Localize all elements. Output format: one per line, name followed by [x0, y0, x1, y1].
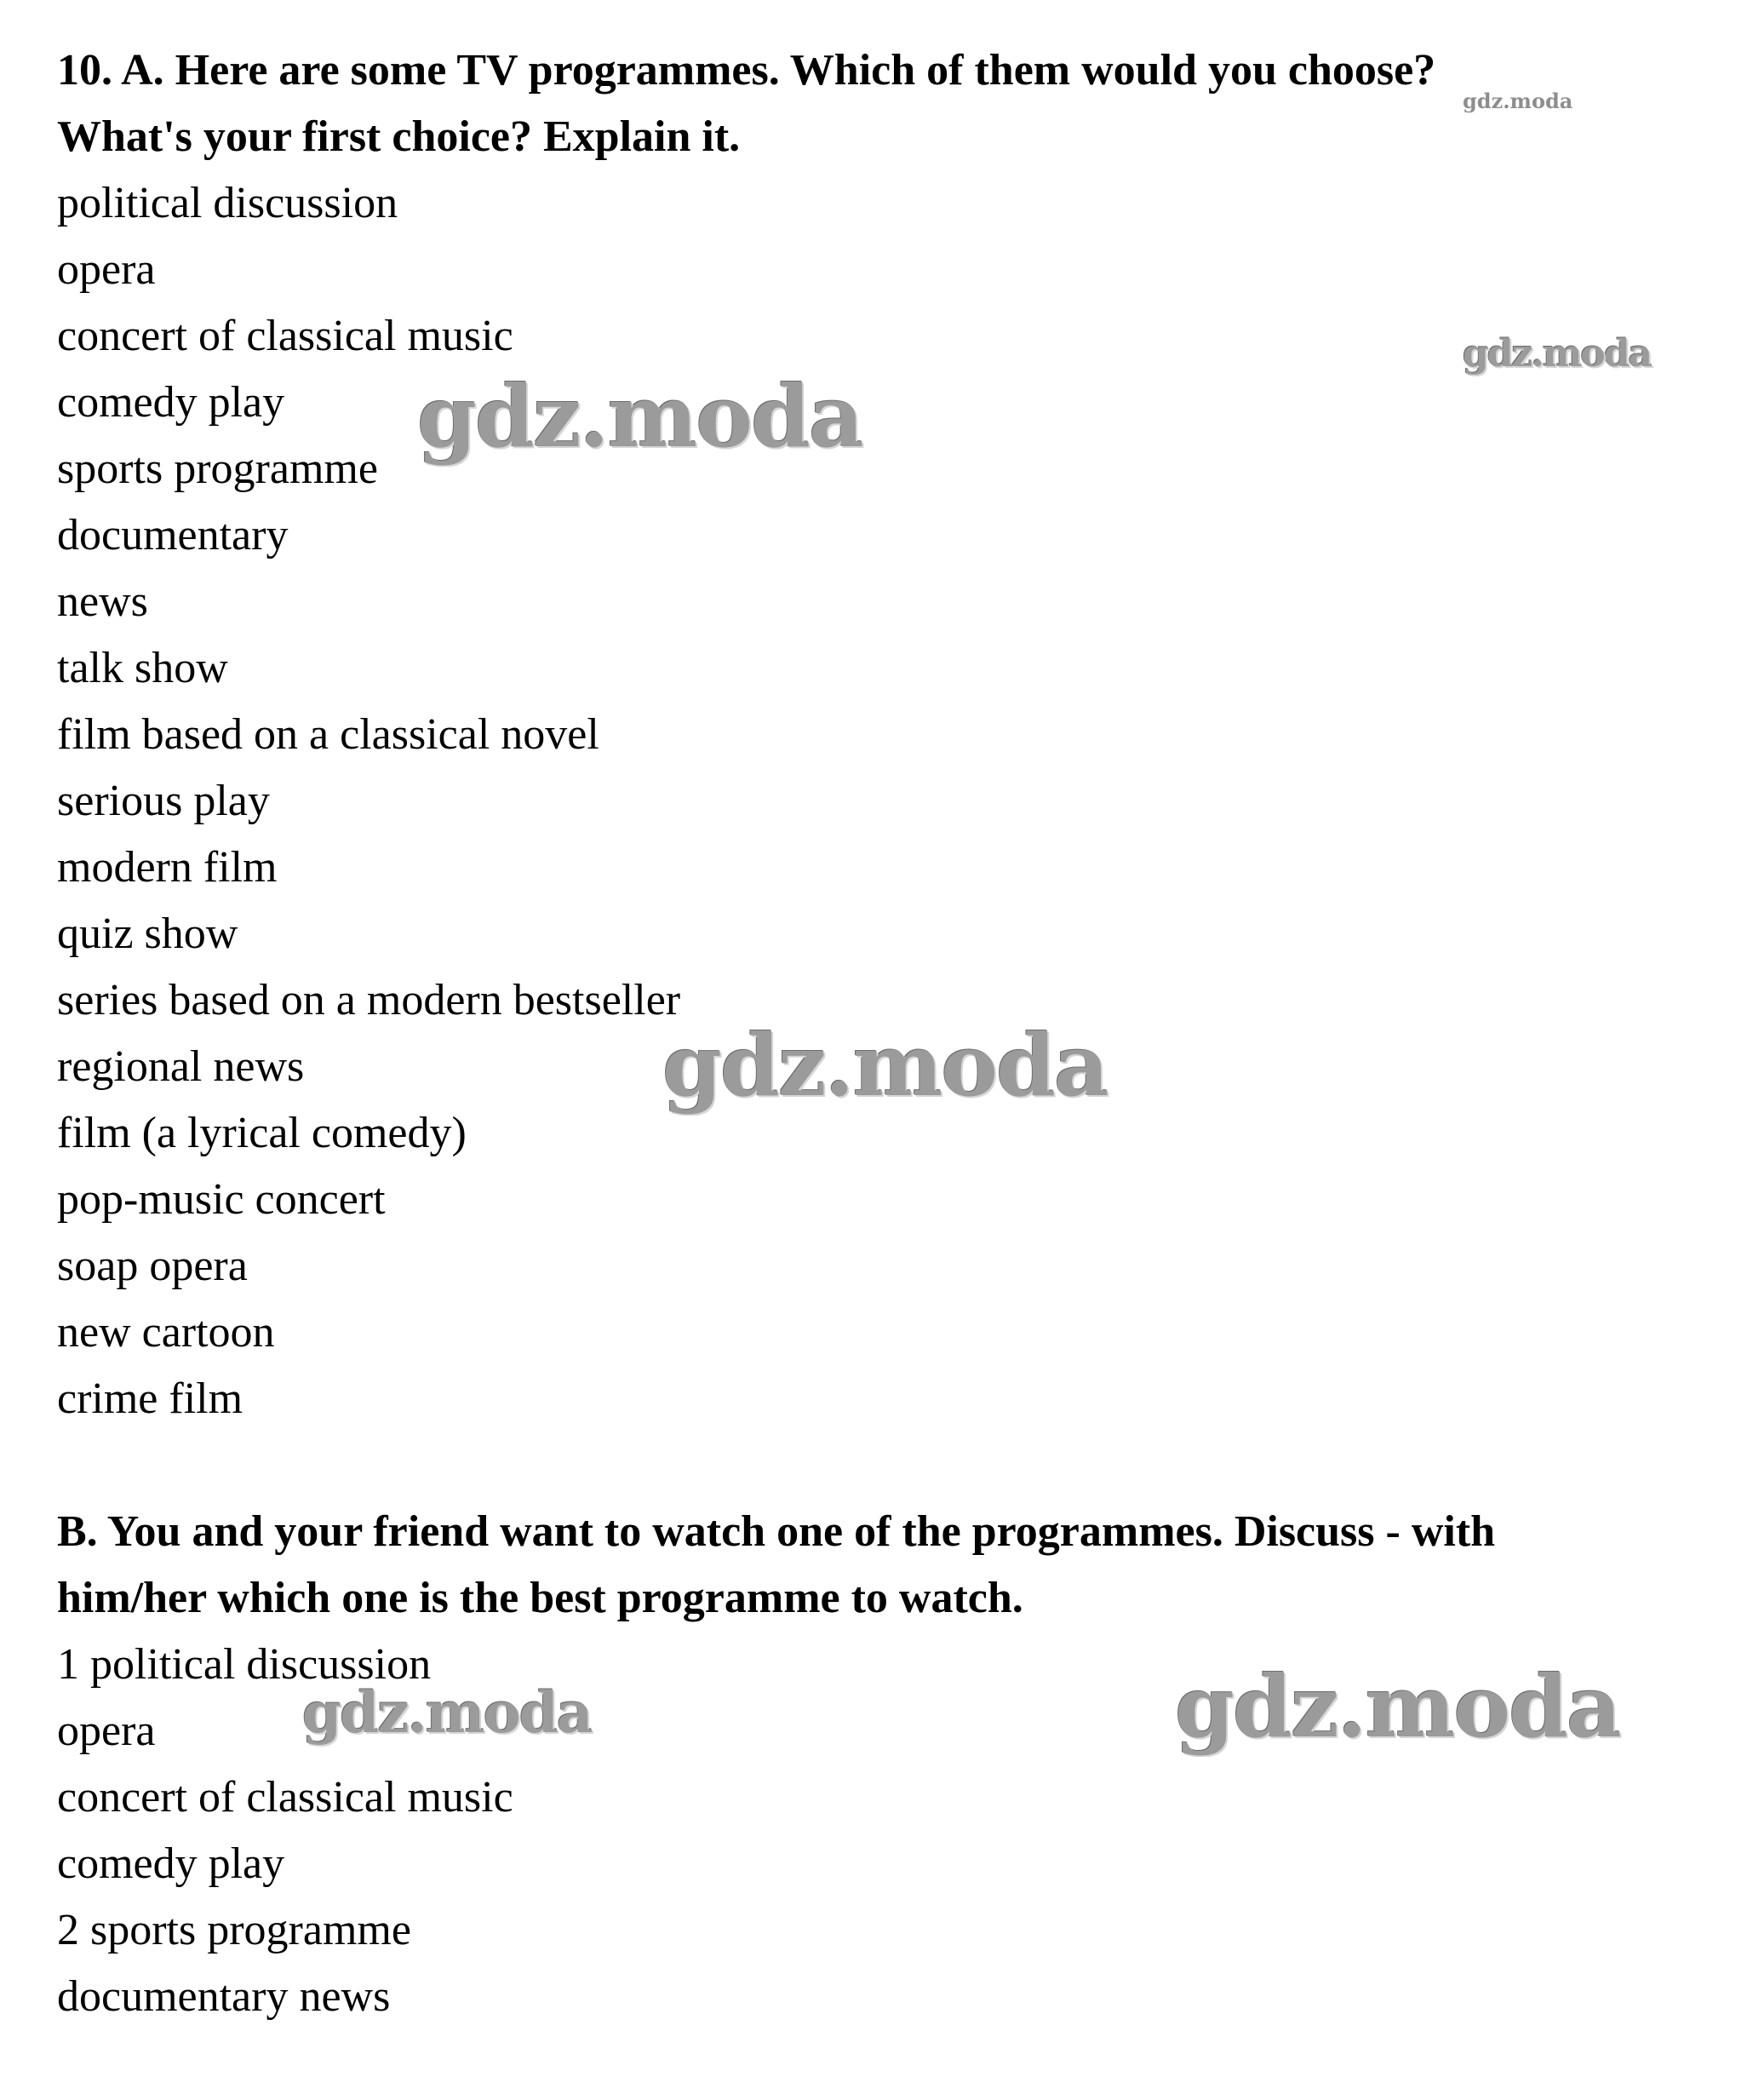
- watermark-logo: gdz.moda: [1463, 332, 1652, 376]
- list-item: documentary news: [57, 1972, 391, 2021]
- list-item: 1 political discussion: [57, 1640, 432, 1689]
- list-item: new cartoon: [57, 1308, 275, 1357]
- list-item: concert of classical music: [57, 1773, 513, 1822]
- watermark-logo: gdz.moda: [662, 1015, 1108, 1116]
- list-item: concert of classical music: [57, 312, 513, 360]
- list-item: film based on a classical novel: [57, 710, 599, 759]
- watermark-logo: gdz.moda: [1175, 1656, 1620, 1757]
- list-item: political discussion: [57, 179, 398, 227]
- list-item: crime film: [57, 1374, 243, 1423]
- list-item: opera: [57, 245, 156, 294]
- list-item: 2 sports programme: [57, 1906, 411, 1954]
- list-item: opera: [57, 1707, 156, 1755]
- list-item: talk show: [57, 644, 228, 692]
- list-item: quiz show: [57, 909, 238, 958]
- list-item: regional news: [57, 1042, 305, 1091]
- section-b-heading-line-1: B. You and your friend want to watch one of the programmes. Discuss - with: [57, 1507, 1496, 1556]
- list-item: comedy play: [57, 378, 285, 427]
- watermark-logo: gdz.moda: [417, 366, 862, 467]
- section-spacer: [57, 1432, 1726, 1499]
- list-item: comedy play: [57, 1839, 285, 1888]
- list-item: sports programme: [57, 445, 378, 493]
- list-item: news: [57, 577, 148, 626]
- section-a-heading-line-1: 10. A. Here are some TV programmes. Which of them would you choose?: [57, 46, 1436, 95]
- list-item: pop-music concert: [57, 1175, 386, 1224]
- section-a-heading-line-2: What's your first choice? Explain it.: [57, 112, 741, 161]
- list-item: film (a lyrical comedy): [57, 1109, 467, 1157]
- watermark-logo: gdz.moda: [1463, 89, 1573, 113]
- list-item: serious play: [57, 777, 270, 825]
- list-item: soap opera: [57, 1242, 248, 1290]
- list-item: modern film: [57, 843, 278, 892]
- list-item: documentary: [57, 511, 289, 559]
- section-b-heading-line-2: him/her which one is the best programme to watch.: [57, 1574, 1023, 1622]
- list-item: series based on a modern bestseller: [57, 976, 681, 1024]
- watermark-logo: gdz.moda: [302, 1679, 592, 1746]
